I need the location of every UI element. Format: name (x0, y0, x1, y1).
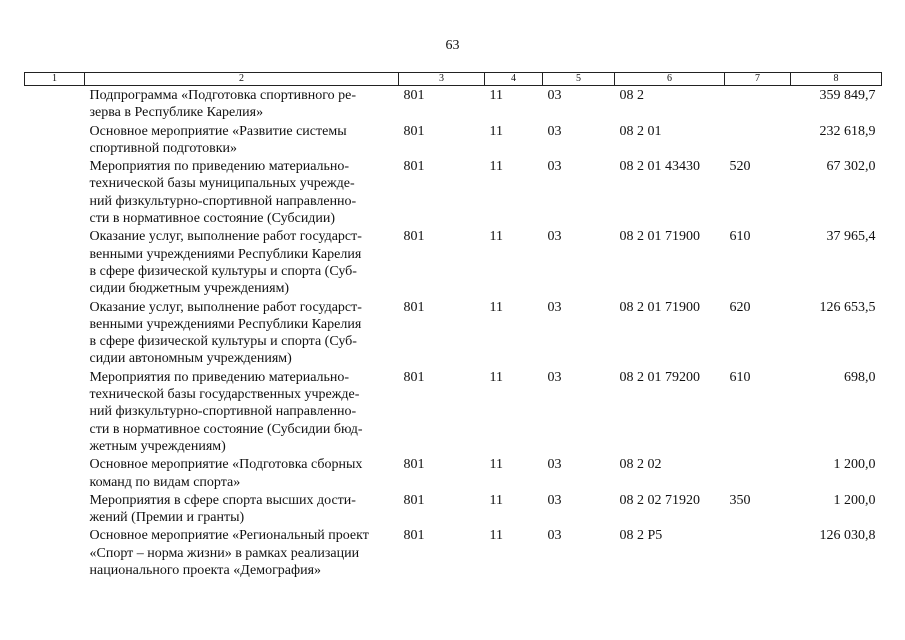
row-code-c7 (725, 122, 791, 158)
budget-table (24, 72, 882, 579)
row-name: Оказание услуг, выполнение работ государст- венными учреждениями Республики Карелия в сфере физической культуры и спорта (Суб- сидии автономным учреждениям) (89, 299, 362, 367)
column-number: 8 (791, 73, 882, 86)
table-row (25, 455, 882, 491)
row-code-c5: 03 (547, 528, 562, 544)
row-name: Подпрограмма «Подготовка спортивного ре- зерва в Республике Карелия» (89, 88, 357, 121)
row-name: Мероприятия по приведению материально- технической базы государственных учрежде- ний физкультурно-спортивной направленно- сти в нормативное состояние (Субсидии бюд- жетным учреждениям) (89, 369, 363, 454)
row-code-c3: 801 (403, 123, 425, 139)
row-name: Основное мероприятие «Развитие системы спортивной подготовки» (89, 123, 347, 156)
row-code-c3: 801 (403, 299, 425, 315)
row-code-c7: 610 (729, 229, 751, 245)
row-code-c4: 11 (489, 492, 503, 508)
row-blank-cell (25, 157, 85, 227)
row-code-c6: 08 2 01 79200 (619, 369, 700, 385)
row-code-c5: 03 (547, 369, 562, 385)
row-code-c3: 801 (403, 229, 425, 245)
row-code-c3: 801 (403, 528, 425, 544)
row-amount: 37 965,4 (826, 229, 876, 245)
row-code-c6: 08 2 01 71900 (619, 229, 700, 245)
row-code-c3: 801 (403, 369, 425, 385)
row-code-c6: 08 2 01 71900 (619, 299, 700, 315)
row-code-c4: 11 (489, 88, 503, 103)
row-blank-cell (25, 455, 85, 491)
row-code-c7: 610 (729, 369, 751, 385)
row-code-c6: 08 2 01 (619, 123, 662, 139)
row-code-c5: 03 (547, 88, 562, 103)
row-code-c5: 03 (547, 123, 562, 139)
row-amount: 126 653,5 (819, 299, 876, 315)
row-code-c4: 11 (489, 369, 503, 385)
row-code-c6: 08 2 01 43430 (619, 159, 700, 175)
row-code-c5: 03 (547, 159, 562, 175)
row-code-c4: 11 (489, 457, 503, 473)
row-code-c5: 03 (547, 457, 562, 473)
row-name: Оказание услуг, выполнение работ государст- венными учреждениями Республики Карелия в сфере физической культуры и спорта (Суб- сидии бюджетным учреждениям) (89, 229, 362, 297)
row-code-c4: 11 (489, 159, 503, 175)
row-name: Основное мероприятие «Подготовка сборных команд по видам спорта» (89, 457, 363, 490)
row-amount: 1 200,0 (833, 457, 876, 473)
row-code-c7: 520 (729, 159, 751, 175)
row-amount: 126 030,8 (819, 528, 876, 544)
column-number: 4 (485, 73, 543, 86)
row-blank-cell (25, 526, 85, 579)
row-code-c7 (725, 526, 791, 579)
row-code-c6: 08 2 (619, 88, 644, 103)
column-number-row (25, 73, 882, 86)
row-code-c3: 801 (403, 159, 425, 175)
table-row (25, 298, 882, 368)
table-row (25, 227, 882, 297)
row-code-c7 (725, 86, 791, 122)
row-blank-cell (25, 491, 85, 527)
row-blank-cell (25, 86, 85, 122)
row-blank-cell (25, 227, 85, 297)
row-code-c6: 08 2 02 (619, 457, 662, 473)
column-number: 3 (399, 73, 485, 86)
table-row (25, 491, 882, 527)
row-amount: 67 302,0 (826, 159, 876, 175)
row-code-c5: 03 (547, 299, 562, 315)
row-amount: 1 200,0 (833, 492, 876, 508)
row-code-c6: 08 2 P5 (619, 528, 663, 544)
row-code-c3: 801 (403, 457, 425, 473)
column-number: 5 (543, 73, 615, 86)
row-code-c7: 620 (729, 299, 751, 315)
row-code-c4: 11 (489, 528, 503, 544)
row-code-c7: 350 (729, 492, 751, 508)
row-code-c7 (725, 455, 791, 491)
row-blank-cell (25, 122, 85, 158)
table-row (25, 157, 882, 227)
row-code-c5: 03 (547, 492, 562, 508)
row-name: Мероприятия в сфере спорта высших дости- жений (Премии и гранты) (89, 492, 356, 526)
page-number: 63 (445, 38, 460, 53)
row-blank-cell (25, 298, 85, 368)
row-code-c6: 08 2 02 71920 (619, 492, 700, 508)
table-row (25, 368, 882, 455)
column-number: 6 (615, 73, 725, 86)
row-name: Основное мероприятие «Региональный проект «Спорт – норма жизни» в рамках реализации национального проекта «Демография» (89, 528, 369, 579)
column-number: 7 (725, 73, 791, 86)
table-row (25, 122, 882, 158)
column-number: 1 (25, 73, 85, 86)
row-blank-cell (25, 368, 85, 455)
row-code-c3: 801 (403, 88, 425, 103)
row-amount: 698,0 (844, 369, 876, 385)
table-row (25, 526, 882, 579)
column-number: 2 (85, 73, 399, 86)
row-code-c4: 11 (489, 229, 503, 245)
row-amount: 359 849,7 (819, 88, 876, 103)
row-name: Мероприятия по приведению материально- технической базы муниципальных учрежде- ний физкультурно-спортивной направленно- сти в нормативное состояние (Субсидии) (89, 159, 357, 227)
row-code-c5: 03 (547, 229, 562, 245)
row-code-c4: 11 (489, 123, 503, 139)
row-code-c4: 11 (489, 299, 503, 315)
table-row (25, 86, 882, 122)
row-amount: 232 618,9 (819, 123, 876, 139)
row-code-c3: 801 (403, 492, 425, 508)
